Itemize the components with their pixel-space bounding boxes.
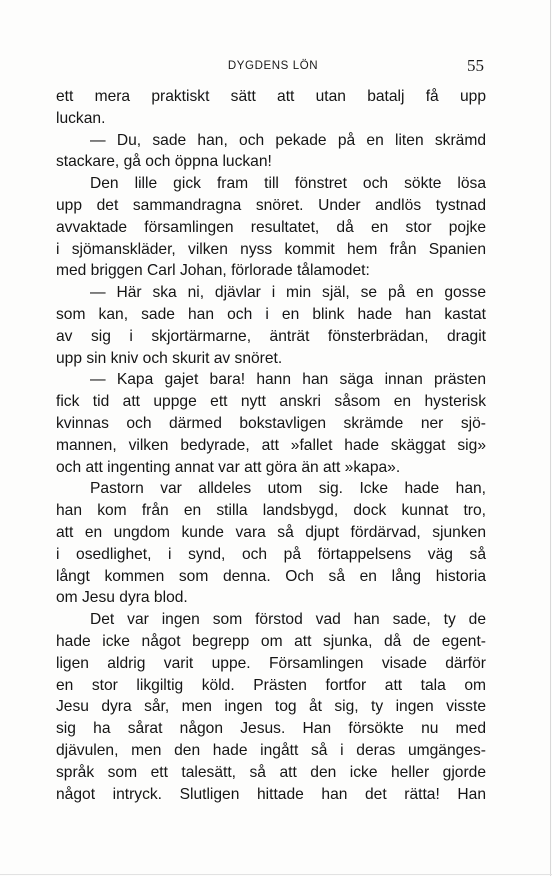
text-line: — Här ska ni, djävlar i min själ, se på en gosse bbox=[90, 284, 486, 302]
text-line: hade icke något begrepp om att sjunka, då de egent- bbox=[56, 632, 486, 650]
page-edge-bottom bbox=[0, 874, 552, 875]
text-line: av sig i skjortärmarne, änträt fönsterbrädan, dragit bbox=[56, 327, 486, 345]
text-line: mannen, vilken bedyrade, att »fallet hade skäggat sig» bbox=[56, 436, 486, 454]
text-line: med briggen Carl Johan, förlorade tålamodet: bbox=[56, 262, 370, 280]
text-line: långt kommen som denna. Och så en lång historia bbox=[56, 567, 486, 585]
body-text bbox=[56, 86, 486, 805]
text-line: stackare, gå och öppna luckan! bbox=[56, 153, 272, 171]
text-line: avvaktade församlingen resultatet, då en stor pojke bbox=[56, 218, 486, 236]
text-line: — Du, sade han, och pekade på en liten skrämd bbox=[90, 131, 486, 149]
text-line: fick tid att uppge ett nytt anskri såsom en hysterisk bbox=[56, 393, 486, 411]
text-line: Pastorn var alldeles utom sig. Icke hade han, bbox=[90, 480, 486, 498]
text-line: Jesu dyra sår, men ingen tog åt sig, ty ingen visste bbox=[56, 698, 486, 716]
text-line: luckan. bbox=[56, 109, 106, 127]
text-line: ett mera praktiskt sätt att utan batalj få upp bbox=[56, 88, 486, 105]
text-line: djävulen, men den hade ingått så i deras umgänges- bbox=[56, 741, 486, 759]
text-line: Det var ingen som förstod vad han sade, ty de bbox=[90, 611, 486, 629]
text-line: något intryck. Slutligen hittade han det rätta! Han bbox=[56, 785, 486, 803]
text-line: en stor likgiltig köld. Prästen fortfor att tala om bbox=[56, 676, 486, 694]
text-line: om Jesu dyra blod. bbox=[56, 589, 188, 607]
running-head: DYGDENS LÖN bbox=[227, 60, 319, 72]
text-line: upp det sammandragna snöret. Under andlös tystnad bbox=[56, 196, 486, 214]
text-line: att en ungdom kunde vara så djupt fördärvad, sjunken bbox=[56, 523, 486, 541]
page-header bbox=[60, 56, 486, 78]
text-line: sig ha sårat någon Jesus. Han försökte nu med bbox=[56, 720, 486, 738]
page-number: 55 bbox=[467, 56, 484, 75]
text-line: Den lille gick fram till fönstret och sökte lösa bbox=[90, 175, 486, 193]
text-line: ligen aldrig varit uppe. Församlingen visade därför bbox=[56, 654, 486, 672]
text-line: upp sin kniv och skurit av snöret. bbox=[56, 349, 283, 367]
page-edge-right bbox=[550, 0, 551, 876]
text-line: och att ingenting annat var att göra än att »kapa». bbox=[56, 458, 401, 476]
text-line: han kom från en stilla landsbygd, dock kunnat tro, bbox=[56, 502, 486, 520]
text-line: kvinnas och därmed bokstavligen skrämde ner sjö- bbox=[56, 414, 486, 432]
text-line: i osedlighet, i synd, och på förtappelsens väg så bbox=[56, 545, 486, 563]
text-line: som kan, sade han och i en blink hade han kastat bbox=[56, 305, 486, 323]
text-line: i sjömanskläder, vilken nyss kommit hem från Spanien bbox=[56, 240, 486, 258]
text-line: — Kapa gajet bara! hann han säga innan prästen bbox=[90, 371, 486, 389]
text-line: språk som ett talesätt, så att den icke heller gjorde bbox=[56, 763, 486, 781]
